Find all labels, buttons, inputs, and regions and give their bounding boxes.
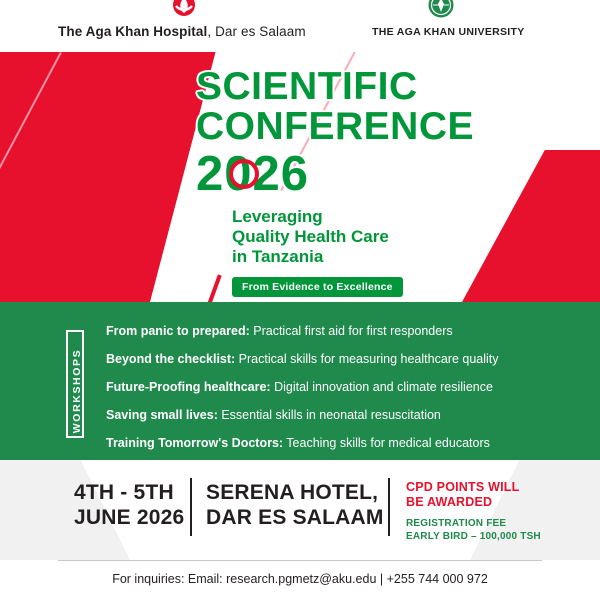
subtitle-line-3: in Tanzania [232, 247, 324, 266]
event-info-row [0, 480, 600, 546]
workshop-desc: Practical skills for measuring healthcare quality [235, 352, 499, 366]
workshops-vertical-label [66, 330, 84, 438]
cpd-line-1: CPD POINTS WILL [406, 480, 520, 494]
details-section [0, 460, 600, 600]
tagline-badge: From Evidence to Excellence [232, 277, 403, 297]
event-dates [74, 480, 184, 530]
cpd-points-note [406, 480, 541, 510]
inquiries-label: For inquiries: Email: [112, 572, 223, 586]
contact-separator: | [376, 572, 387, 586]
list-item [106, 408, 576, 423]
footer-contact [0, 572, 600, 586]
university-name: THE AGA KHAN UNIVERSITY [372, 26, 525, 38]
cpd-line-2: BE AWARDED [406, 495, 493, 509]
fee-line-2: EARLY BIRD – 100,000 TSH [406, 531, 541, 542]
workshop-desc: Essential skills in neonatal resuscitation [217, 408, 441, 422]
hospital-name [58, 24, 306, 39]
event-venue [206, 480, 384, 530]
subtitle [232, 207, 526, 267]
title-line-scientific: SCIENTIFIC [196, 65, 418, 108]
workshop-title: Training Tomorrow's Doctors: [106, 436, 284, 450]
header-logos [0, 0, 600, 52]
subtitle-line-1: Leveraging [232, 207, 323, 226]
event-dates-line-2: JUNE 2026 [74, 506, 185, 529]
contact-phone[interactable]: +255 744 000 972 [386, 572, 488, 586]
event-venue-line-1: SERENA HOTEL, [206, 481, 379, 504]
title-year [196, 149, 526, 199]
aga-khan-university-seal-icon [420, 0, 462, 28]
list-item [106, 380, 576, 395]
subtitle-line-2: Quality Health Care [232, 227, 389, 246]
workshop-desc: Digital innovation and climate resilience [270, 380, 493, 394]
list-item [106, 352, 576, 367]
hospital-name-rest: , Dar es Salaam [207, 24, 306, 39]
divider-vertical-2 [388, 478, 390, 536]
workshop-title: From panic to prepared: [106, 324, 250, 338]
university-logo-group [372, 0, 552, 52]
workshop-title: Future-Proofing healthcare: [106, 380, 271, 394]
hospital-name-bold: The Aga Khan Hospital [58, 24, 208, 39]
title-block [196, 65, 526, 297]
cpd-and-fee-block [406, 480, 541, 543]
fee-line-1: REGISTRATION FEE [406, 518, 507, 529]
workshops-label-text: WORKSHOPS [71, 348, 83, 434]
contact-email[interactable]: research.pgmetz@aku.edu [226, 572, 377, 586]
workshop-title: Beyond the checklist: [106, 352, 236, 366]
list-item [106, 436, 576, 451]
event-venue-line-2: DAR ES SALAAM [206, 506, 384, 529]
divider-vertical-1 [190, 478, 192, 536]
footer-divider [58, 560, 542, 561]
workshop-desc: Practical first aid for first responders [249, 324, 453, 338]
event-dates-line-1: 4TH - 5TH [74, 481, 174, 504]
workshops-panel [0, 302, 600, 460]
year-ring-decoration [229, 159, 259, 189]
title-line-conference: CONFERENCE [196, 105, 475, 148]
hospital-logo-group [58, 0, 308, 52]
registration-fee-note [406, 517, 541, 543]
workshop-title: Saving small lives: [106, 408, 218, 422]
workshops-list [106, 324, 576, 460]
list-item [106, 324, 576, 339]
title-year-text: 2026 [196, 147, 310, 201]
workshop-desc: Teaching skills for medical educators [283, 436, 490, 450]
